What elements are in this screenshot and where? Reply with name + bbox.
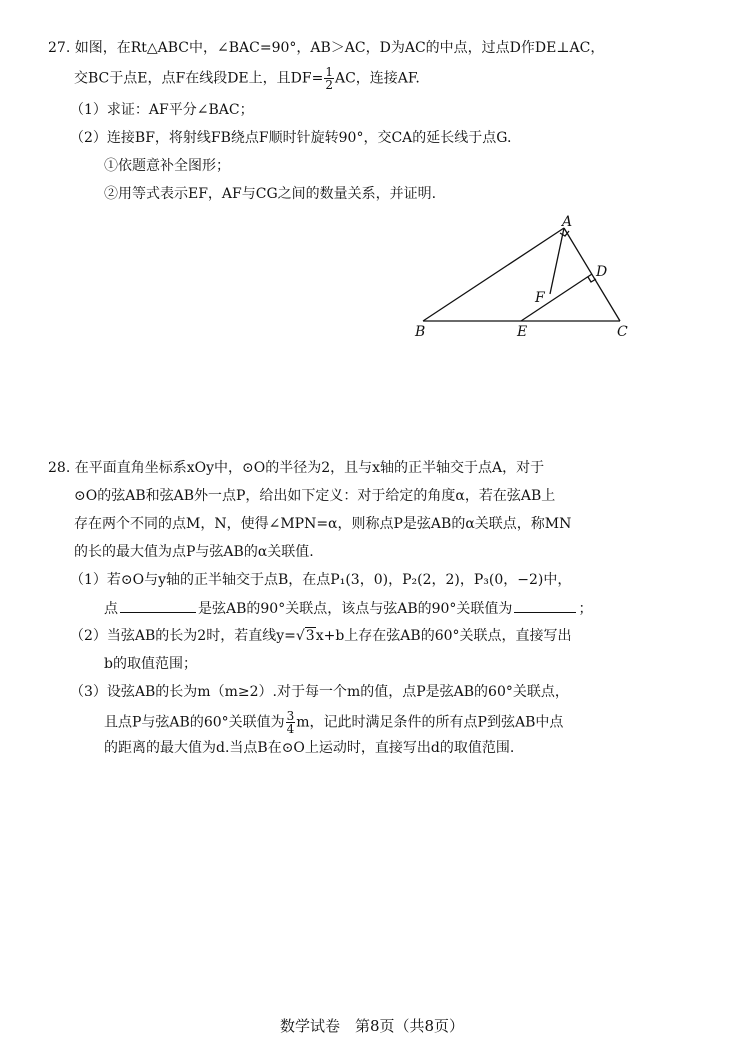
right-angle-mark-D: [588, 277, 596, 282]
fraction-three-quarters: $\frac{3}{4}$: [286, 709, 295, 736]
q28-part3-line2: 且点P与弦AB的60°关联值为 $\frac{3}{4}$ m，记此时满足条件的所有点P到弦AB中点: [104, 709, 564, 736]
q28-stem-line4: 的长的最大值为点P与弦AB的α关联值.: [74, 544, 314, 560]
q27-part2-sub1: ①依题意补全图形；: [104, 158, 230, 174]
q27-stem-line2b: AC，连接AF.: [334, 70, 420, 87]
fraction-one-half: $\frac{1}{2}$: [325, 65, 333, 92]
q28-line1: [48, 458, 544, 478]
q28-stem-line2: ⊙O的弦AB和弦AB外一点P，给出如下定义：对于给定的角度α，若在弦AB上: [74, 488, 556, 504]
label-C: C: [617, 324, 628, 340]
label-E: E: [517, 324, 528, 340]
label-D: D: [596, 264, 608, 280]
q27-part2-sub2: ②用等式表示EF，AF与CG之间的数量关系，并证明.: [104, 186, 437, 202]
q28-part3-line1: （3）设弦AB的长为m（m≥2）.对于每一个m的值，点P是弦AB的60°关联点，: [70, 684, 569, 700]
sqrt-three: 3: [305, 628, 315, 644]
q28-part1-line1: （1）若⊙O与y轴的正半轴交于点B，在点P₁(3，0)，P₂(2，2)，P₃(0，−2)中，: [70, 572, 572, 588]
q27-number: 27.: [48, 40, 71, 56]
answer-blank-point[interactable]: [120, 598, 196, 613]
q27-stem-line1: 如图，在Rt△ABC中，∠BAC=90°，AB＞AC，D为AC的中点，过点D作DE⊥AC，: [74, 40, 605, 56]
triangle-figure: [405, 214, 645, 350]
page-footer: 数学试卷 第8页（共8页）: [279, 1017, 465, 1035]
q27-stem-line2a: 交BC于点E，点F在线段DE上，且DF=: [74, 70, 324, 87]
q28-number: 28.: [48, 460, 71, 476]
q28-part2-line2: b的取值范围；: [104, 656, 197, 672]
q28-part1-line2: 点 是弦AB的90°关联点，该点与弦AB的90°关联值为 ；: [104, 598, 592, 619]
q28-stem-line3: 存在两个不同的点M，N，使得∠MPN=α，则称点P是弦AB的α关联点，称MN: [74, 516, 572, 532]
q27-line2: [74, 66, 420, 91]
label-F: F: [535, 290, 545, 306]
label-A: A: [562, 214, 573, 230]
segment-AF: [550, 228, 564, 294]
segment-DE: [521, 274, 592, 321]
q28-part2-line1: （2）当弦AB的长为2时，若直线y=√3x+b上存在弦AB的60°关联点，直接写出: [70, 628, 572, 644]
q28-part3-line3: 的距离的最大值为d.当点B在⊙O上运动时，直接写出d的取值范围.: [104, 740, 515, 756]
q28-stem-line1: 在平面直角坐标系xOy中，⊙O的半径为2，且与x轴的正半轴交于点A，对于: [74, 460, 545, 476]
q27-line1: [48, 38, 604, 58]
label-B: B: [415, 324, 426, 340]
answer-blank-value[interactable]: [514, 598, 576, 613]
q27-part2: （2）连接BF，将射线FB绕点F顺时针旋转90°，交CA的延长线于点G.: [70, 130, 512, 146]
q27-part1: （1）求证：AF平分∠BAC；: [70, 102, 254, 118]
